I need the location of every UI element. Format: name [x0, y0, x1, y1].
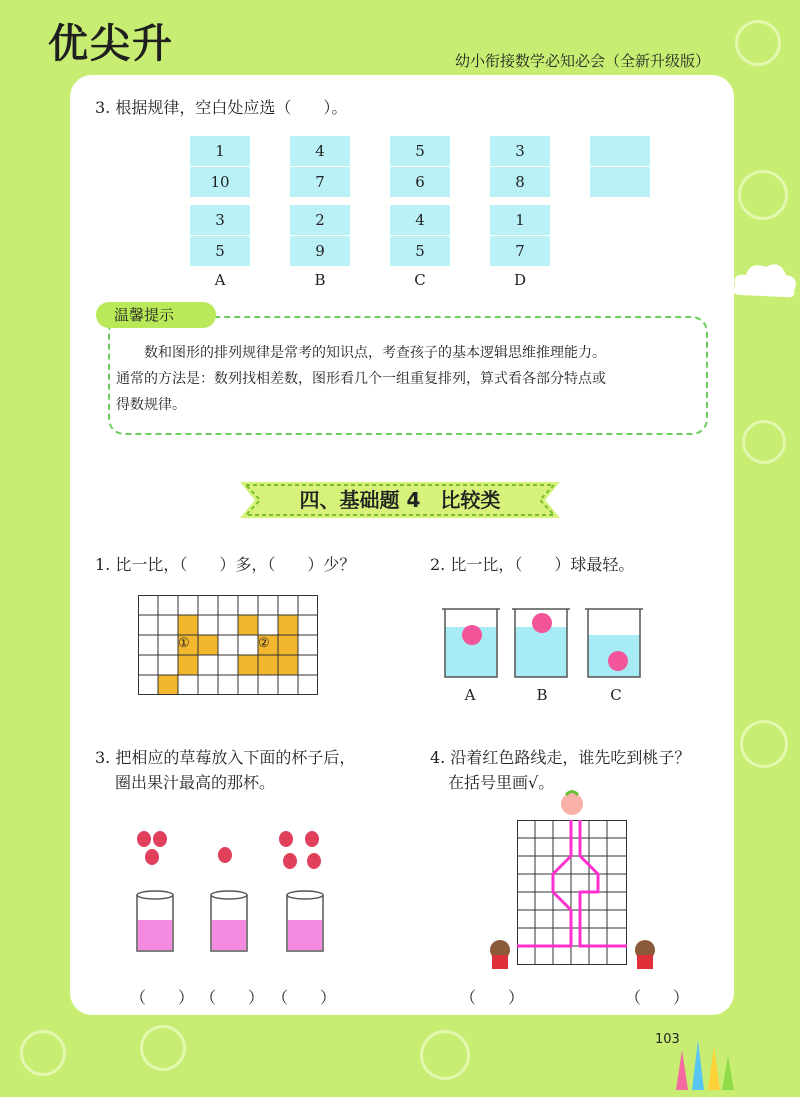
question-4-line2: 在括号里画√。 [448, 773, 555, 792]
swirl-decoration [738, 170, 788, 220]
pattern-card: 6 [390, 167, 450, 197]
book-subtitle: 幼小衔接数学必知必会（全新升级版） [455, 52, 711, 70]
question-3-line2: 圈出果汁最高的那杯。 [115, 773, 276, 792]
question-1: 1. 比一比，（ ）多，（ ）少？ [95, 555, 356, 574]
swirl-decoration [140, 1025, 186, 1071]
swirl-decoration [20, 1030, 66, 1076]
brand-logo: 优尖升 [48, 21, 174, 67]
beaker-label-a: A [464, 686, 476, 704]
question-3-top: 3. 根据规律，空白处应选（ ）。 [95, 98, 348, 117]
option-card: 9 [290, 236, 350, 266]
option-card: 3 [190, 205, 250, 235]
option-card: 5 [390, 236, 450, 266]
tip-text [116, 340, 696, 418]
pattern-card: 7 [290, 167, 350, 197]
swirl-decoration [740, 720, 788, 768]
shape-mark-2: ② [258, 636, 270, 651]
tip-line: 数和图形的排列规律是常考的知识点，考查孩子的基本逻辑思维推理能力。 [144, 345, 606, 361]
pattern-card: 4 [290, 136, 350, 166]
strawberry-cups-figure [130, 825, 340, 965]
beakers-figure [440, 605, 660, 680]
pattern-card: 3 [490, 136, 550, 166]
question-3-line1: 3. 把相应的草莓放入下面的杯子后， [95, 748, 356, 767]
page-number: 103 [655, 1032, 680, 1047]
pattern-card: 1 [190, 136, 250, 166]
pencils-icon [668, 1030, 738, 1090]
blank-card [590, 167, 650, 197]
pattern-card: 10 [190, 167, 250, 197]
question-2: 2. 比一比，（ ）球最轻。 [430, 555, 635, 574]
strawberry-icon [137, 831, 321, 869]
answer-blank-left: （ ） [460, 988, 525, 1007]
option-label-a: A [214, 271, 226, 289]
pattern-card: 8 [490, 167, 550, 197]
beaker-label-c: C [610, 686, 622, 704]
answer-blank-right: （ ） [625, 988, 690, 1007]
option-label-b: B [314, 271, 326, 289]
maze-figure [470, 790, 690, 975]
option-card: 2 [290, 205, 350, 235]
question-4-line1: 4. 沿着红色路线走，谁先吃到桃子？ [430, 748, 691, 767]
beaker-label-b: B [536, 686, 548, 704]
tip-line: 通常的方法是：数列找相差数，图形看几个一组重复排列，算式看各部分特点或 [116, 371, 606, 387]
option-card: 7 [490, 236, 550, 266]
grid-figure [138, 595, 318, 695]
option-label-d: D [513, 271, 527, 289]
option-card: 4 [390, 205, 450, 235]
shape-mark-1: ① [178, 636, 190, 651]
answer-blank: （ ） [130, 988, 195, 1007]
swirl-decoration [742, 420, 786, 464]
swirl-decoration [420, 1030, 470, 1080]
swirl-decoration [735, 20, 781, 66]
cloud-icon [730, 255, 800, 305]
option-label-c: C [414, 271, 426, 289]
answer-blank: （ ） [272, 988, 337, 1007]
pattern-card: 5 [390, 136, 450, 166]
blank-card [590, 136, 650, 166]
tip-title: 温馨提示 [96, 302, 216, 328]
answer-blank: （ ） [200, 988, 265, 1007]
tip-line: 得数规律。 [116, 397, 186, 413]
section-title: 四、基础题 4 比较类 [299, 488, 501, 512]
option-card: 1 [490, 205, 550, 235]
option-card: 5 [190, 236, 250, 266]
